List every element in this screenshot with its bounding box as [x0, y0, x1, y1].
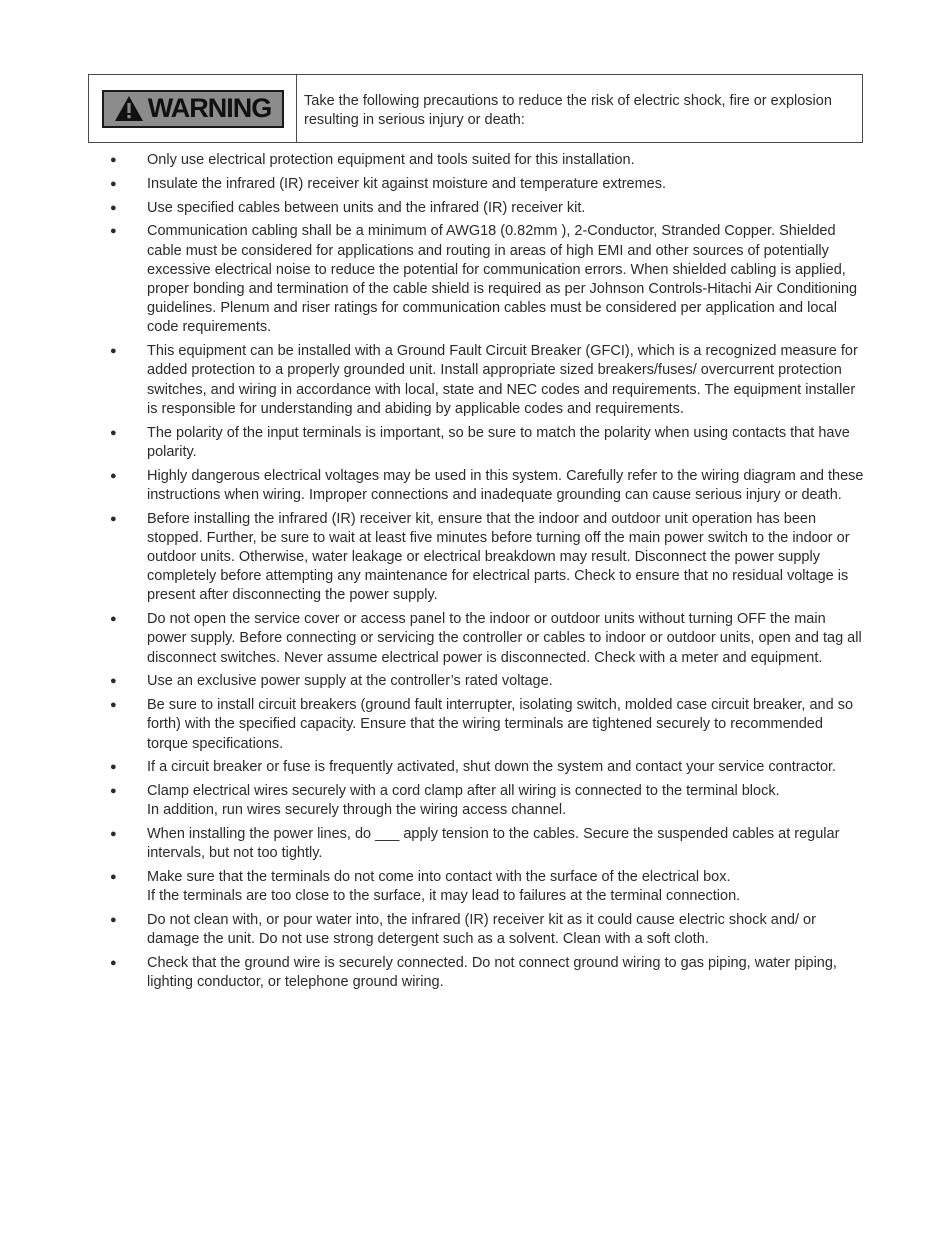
- bullet-icon: ●: [110, 675, 117, 688]
- list-item-text: Use an exclusive power supply at the controller’s rated voltage.: [147, 673, 553, 690]
- list-item-text: Check that the ground wire is securely connected. Do not connect ground wiring to gas piping, water piping, lighting conductor, or telephone ground wiring.: [147, 955, 837, 991]
- warning-label: WARNING: [147, 93, 272, 123]
- list-item-text: Be sure to install circuit breakers (ground fault interrupter, isolating switch, molded case circuit breaker, and so forth) with the specified capacity. Ensure that the wiring terminals are tightened securely to recommended torque specifications.: [147, 697, 854, 752]
- list-item: [108, 782, 868, 820]
- bullet-icon: ●: [110, 828, 117, 841]
- bullet-icon: ●: [110, 785, 117, 798]
- bullet-icon: ●: [110, 957, 117, 970]
- list-item: [108, 151, 868, 170]
- list-item-text: Do not open the service cover or access panel to the indoor or outdoor units without turning OFF the main power supply. Before connecting or servicing the controller or cables to indoor or outdoor units, open and tag all disconnect switches. Never assume electrical power is disconnected. Check with a meter and equipment.: [147, 611, 862, 666]
- list-item-text: Clamp electrical wires securely with a cord clamp after all wiring is connected to the terminal block. In addition, run wires securely through the wiring access channel.: [147, 783, 780, 819]
- bullet-icon: ●: [110, 426, 117, 439]
- list-item: [108, 825, 868, 863]
- list-item: [108, 954, 868, 992]
- bullet-icon: ●: [110, 225, 117, 238]
- warning-intro-text: Take the following precautions to reduce the risk of electric shock, fire or explosion resulting in serious injury or death:: [304, 93, 832, 128]
- warning-triangle-icon: [114, 95, 144, 122]
- bullet-icon: ●: [110, 469, 117, 482]
- list-item-text: Only use electrical protection equipment and tools suited for this installation.: [147, 152, 635, 168]
- list-item-text: Make sure that the terminals do not come into contact with the surface of the electrical box. If the terminals are too close to the surface, it may lead to failures at the terminal connection.: [147, 869, 741, 905]
- list-item-text: The polarity of the input terminals is important, so be sure to match the polarity when using contacts that have polarity.: [147, 424, 850, 460]
- list-item-text: Highly dangerous electrical voltages may be used in this system. Carefully refer to the wiring diagram and these instructions when wiring. Improper connections and inadequate grounding can cause serious injury or death.: [147, 467, 864, 503]
- list-item-text: Use specified cables between units and the infrared (IR) receiver kit.: [147, 199, 586, 216]
- list-item-text: Before installing the infrared (IR) receiver kit, ensure that the indoor and outdoor unit operation has been stopped. Further, be sure to wait at least five minutes before turning off the main power switch to the indoor or outdoor units. Otherwise, water leakage or electrical breakdown may result. Disconnect the power supply completely before attempting any maintenance for electrical parts. Check to ensure that no residual voltage is present after disconnecting the power supply.: [147, 510, 850, 604]
- list-item: [108, 696, 868, 754]
- bullet-icon: ●: [110, 512, 117, 525]
- list-item-text: This equipment can be installed with a Ground Fault Circuit Breaker (GFCI), which is a recognized measure for added protection to a properly grounded unit. Install appropriate sized breakers/fuses/ overcurrent protection switches, and wiring in accordance with local, state and NEC codes and requirements. The equipment installer is responsible for understanding and abiding by applicable codes and requirements.: [147, 343, 858, 417]
- warning-badge-cell: [89, 75, 297, 142]
- warning-box: [88, 74, 863, 143]
- bullet-icon: ●: [110, 761, 117, 774]
- precautions-list: [108, 151, 868, 997]
- list-item-text: Insulate the infrared (IR) receiver kit against moisture and temperature extremes.: [147, 175, 667, 192]
- list-item: [108, 510, 868, 606]
- bullet-icon: ●: [110, 177, 117, 190]
- list-item: [108, 467, 868, 505]
- list-item-text: Do not clean with, or pour water into, the infrared (IR) receiver kit as it could cause electric shock and/ or damage the unit. Do not use strong detergent such as a solvent. Clean with a soft cloth.: [147, 912, 816, 948]
- list-item: [108, 222, 868, 337]
- list-item: [108, 342, 868, 419]
- bullet-icon: ●: [110, 871, 117, 884]
- list-item: [108, 868, 868, 906]
- list-item: [108, 758, 868, 777]
- list-item: [108, 424, 868, 462]
- list-item-text: When installing the power lines, do ___ apply tension to the cables. Secure the suspended cables at regular intervals, but not too tightly.: [147, 826, 840, 862]
- bullet-icon: ●: [110, 914, 117, 927]
- bullet-icon: ●: [110, 201, 117, 214]
- bullet-icon: ●: [110, 613, 117, 626]
- list-item: [108, 199, 868, 218]
- list-item: [108, 610, 868, 668]
- list-item: [108, 672, 868, 691]
- bullet-icon: ●: [110, 345, 117, 358]
- list-item: [108, 175, 868, 194]
- bullet-icon: ●: [110, 699, 117, 712]
- list-item-text: If a circuit breaker or fuse is frequently activated, shut down the system and contact your service contractor.: [147, 759, 837, 776]
- list-item-text: Communication cabling shall be a minimum of AWG18 (0.82mm ), 2-Conductor, Stranded Copper. Shielded cable must be considered for applications and routing in areas of high EMI and other sources of potentially excessive electrical noise to reduce the potential for communication errors. When shielded cabling is applied, proper bonding and termination of the cable shield is required as per Johnson Controls-Hitachi Air Conditioning guidelines. Plenum and riser ratings for communication cables must be considered per application and local code requirements.: [147, 223, 858, 336]
- list-item: [108, 911, 868, 949]
- bullet-icon: ●: [110, 154, 117, 166]
- warning-badge: [102, 90, 284, 128]
